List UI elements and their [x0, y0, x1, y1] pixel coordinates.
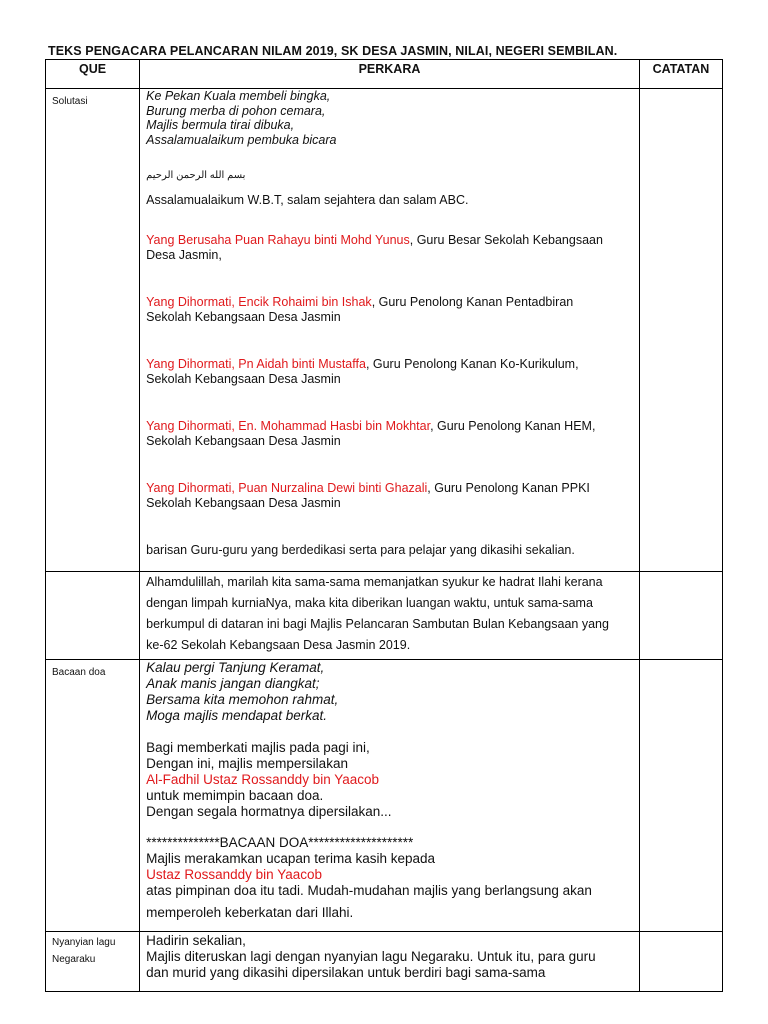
perkara-cell: [140, 572, 640, 660]
paragraph-line: Alhamdulillah, marilah kita sama-sama memanjatkan syukur ke hadrat Ilahi kerana: [146, 575, 603, 589]
guest-org: Sekolah Kebangsaan Desa Jasmin: [146, 495, 341, 510]
doa-marker: **************BACAAN DOA********************: [146, 835, 414, 850]
guest-entry: [146, 295, 639, 324]
guest-org: Sekolah Kebangsaan Desa Jasmin: [146, 371, 341, 386]
header-catatan: CATATAN: [639, 60, 722, 89]
guest-name: Yang Dihormati, Encik Rohaimi bin Ishak: [146, 295, 372, 309]
paragraph-line: Majlis diteruskan lagi dengan nyanyian lagu Negaraku. Untuk itu, para guru: [146, 949, 596, 964]
que-cell: [46, 89, 140, 572]
table-row-syukur: [46, 572, 723, 660]
guest-entry: [146, 419, 639, 448]
guest-name: Yang Berusaha Puan Rahayu binti Mohd Yunus: [146, 233, 410, 247]
header-perkara: PERKARA: [140, 60, 640, 89]
guest-title: , Guru Penolong Kanan PPKI: [427, 481, 590, 495]
guest-title: , Guru Besar Sekolah Kebangsaan: [409, 233, 603, 247]
que-cell: [46, 932, 140, 992]
doa-pantun: [146, 660, 639, 724]
guest-entry: [146, 357, 639, 386]
pantun-line: Bersama kita memohon rahmat,: [146, 692, 339, 707]
guest-title: , Guru Penolong Kanan HEM,: [430, 419, 596, 433]
pantun-line: Burung merba di pohon cemara,: [146, 103, 326, 118]
guest-org: Desa Jasmin,: [146, 247, 222, 262]
catatan-cell: [639, 89, 722, 572]
paragraph-line: Hadirin sekalian,: [146, 933, 246, 948]
perkara-cell: [140, 89, 640, 572]
guest-name: Yang Dihormati, Pn Aidah binti Mustaffa: [146, 357, 366, 371]
bismillah: بسم الله الرحمن الرحيم: [146, 170, 246, 181]
header-que: QUE: [46, 60, 140, 89]
script-table: [45, 59, 723, 992]
table-row-solutasi: [46, 89, 723, 572]
que-label: Bacaan doa: [52, 667, 106, 678]
que-label: Nyanyian lagu: [52, 937, 116, 948]
invite-line: Bagi memberkati majlis pada pagi ini,: [146, 740, 370, 755]
pantun-line: Ke Pekan Kuala membeli bingka,: [146, 89, 331, 103]
paragraph-line: ke-62 Sekolah Kebangsaan Desa Jasmin 2019.: [146, 638, 411, 652]
pantun-line: Assalamualaikum pembuka bicara: [146, 132, 337, 147]
table-header-row: [46, 60, 723, 89]
ustaz-name-short: Ustaz Rossanddy bin Yaacob: [146, 867, 322, 882]
pantun-line: Anak manis jangan diangkat;: [146, 676, 320, 691]
catatan-cell: [639, 572, 722, 660]
guest-entry: [146, 233, 639, 262]
catatan-cell: [639, 932, 722, 992]
invite-line: untuk memimpin bacaan doa.: [146, 788, 324, 803]
after-line: atas pimpinan doa itu tadi. Mudah-mudahan majlis yang berlangsung akan: [146, 883, 592, 898]
table-row-bacaan-doa: [46, 660, 723, 932]
que-cell: [46, 572, 140, 660]
guest-name: Yang Dihormati, Puan Nurzalina Dewi binti Ghazali: [146, 481, 428, 495]
document-title: TEKS PENGACARA PELANCARAN NILAM 2019, SK DESA JASMIN, NILAI, NEGERI SEMBILAN.: [48, 44, 618, 58]
invite-line: Dengan ini, majlis mempersilakan: [146, 756, 348, 771]
after-line: memperoleh keberkatan dari Illahi.: [146, 905, 354, 920]
catatan-cell: [639, 660, 722, 932]
ustaz-name: Al-Fadhil Ustaz Rossanddy bin Yaacob: [146, 772, 379, 787]
guest-name: Yang Dihormati, En. Mohammad Hasbi bin Mokhtar: [146, 419, 431, 433]
que-cell: [46, 660, 140, 932]
guest-org: Sekolah Kebangsaan Desa Jasmin: [146, 309, 341, 324]
pantun-line: Kalau pergi Tanjung Keramat,: [146, 660, 325, 675]
guest-title: , Guru Penolong Kanan Ko-Kurikulum,: [365, 357, 579, 371]
table-row-negaraku: [46, 932, 723, 992]
thanks-line: Majlis merakamkan ucapan terima kasih kepada: [146, 851, 436, 866]
paragraph-line: dan murid yang dikasihi dipersilakan untuk berdiri bagi sama-sama: [146, 965, 546, 980]
que-label: Solutasi: [52, 96, 88, 107]
paragraph-line: berkumpul di dataran ini bagi Majlis Pelancaran Sambutan Bulan Kebangsaan yang: [146, 617, 609, 631]
que-label: Negaraku: [52, 954, 96, 965]
invite-line: Dengan segala hormatnya dipersilakan...: [146, 804, 392, 819]
paragraph-line: dengan limpah kurniaNya, maka kita diberikan luangan waktu, untuk sama-sama: [146, 596, 593, 610]
pantun-line: Majlis bermula tirai dibuka,: [146, 118, 295, 132]
salam-text: Assalamualaikum W.B.T, salam sejahtera dan salam ABC.: [146, 192, 469, 207]
pantun-line: Moga majlis mendapat berkat.: [146, 708, 327, 723]
guest-title: , Guru Penolong Kanan Pentadbiran: [371, 295, 574, 309]
guest-entry: [146, 481, 639, 510]
opening-pantun: [146, 89, 639, 147]
closing-greeting: barisan Guru-guru yang berdedikasi serta para pelajar yang dikasihi sekalian.: [146, 543, 575, 557]
guest-org: Sekolah Kebangsaan Desa Jasmin: [146, 433, 341, 448]
perkara-cell: [140, 660, 640, 932]
perkara-cell: [140, 932, 640, 992]
